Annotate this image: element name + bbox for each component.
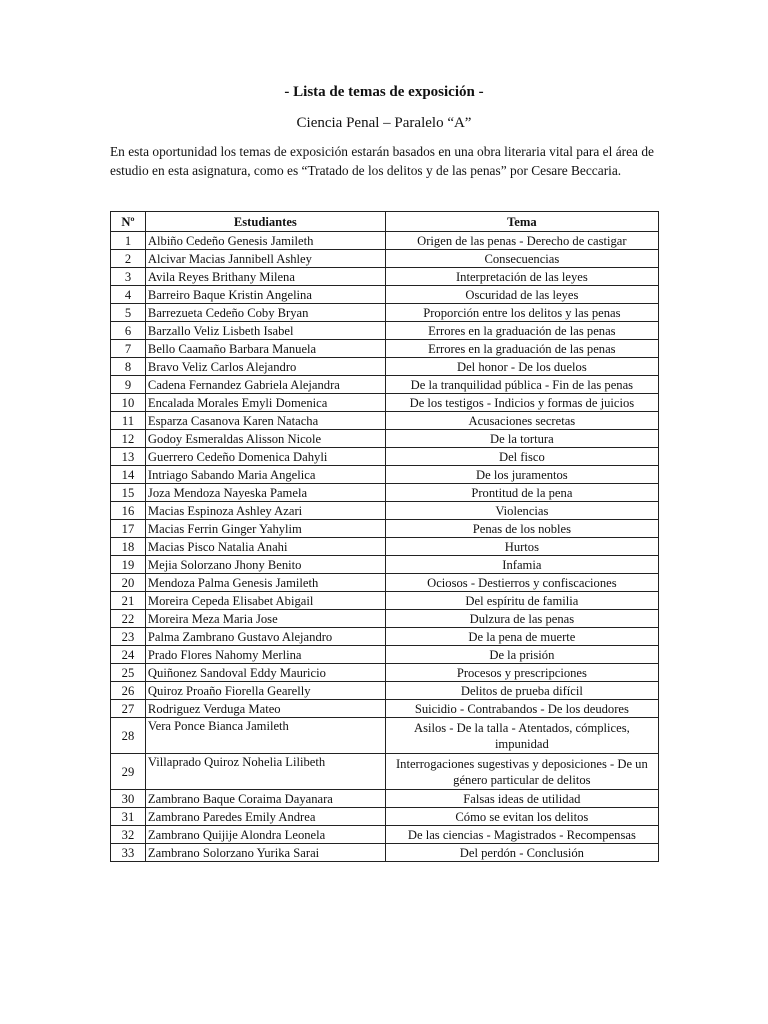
row-number: 29 [111, 754, 146, 790]
table-row [111, 304, 659, 322]
table-row [111, 754, 659, 790]
student-name: Esparza Casanova Karen Natacha [145, 412, 385, 430]
table-row [111, 430, 659, 448]
table-row [111, 466, 659, 484]
student-name: Vera Ponce Bianca Jamileth [145, 718, 385, 754]
table-row [111, 700, 659, 718]
topic: De la tortura [385, 430, 658, 448]
row-number: 10 [111, 394, 146, 412]
row-number: 21 [111, 592, 146, 610]
topic: De la prisión [385, 646, 658, 664]
document-title: - Lista de temas de exposición - [284, 84, 484, 100]
topic: Cómo se evitan los delitos [385, 808, 658, 826]
table-row [111, 682, 659, 700]
topic: Falsas ideas de utilidad [385, 790, 658, 808]
row-number: 22 [111, 610, 146, 628]
student-name: Rodriguez Verduga Mateo [145, 700, 385, 718]
topic: De la pena de muerte [385, 628, 658, 646]
table-row [111, 790, 659, 808]
topic: Violencias [385, 502, 658, 520]
table-row [111, 826, 659, 844]
table-row [111, 412, 659, 430]
student-name: Villaprado Quiroz Nohelia Lilibeth [145, 754, 385, 790]
topic: Errores en la graduación de las penas [385, 322, 658, 340]
student-name: Macias Espinoza Ashley Azari [145, 502, 385, 520]
row-number: 7 [111, 340, 146, 358]
topic: Del honor - De los duelos [385, 358, 658, 376]
row-number: 20 [111, 574, 146, 592]
topics-table [110, 211, 659, 862]
student-name: Quiroz Proaño Fiorella Gearelly [145, 682, 385, 700]
topic: Hurtos [385, 538, 658, 556]
student-name: Macias Pisco Natalia Anahi [145, 538, 385, 556]
student-name: Godoy Esmeraldas Alisson Nicole [145, 430, 385, 448]
topic: De las ciencias - Magistrados - Recompensas [385, 826, 658, 844]
topic: Consecuencias [385, 250, 658, 268]
topic: De la tranquilidad pública - Fin de las penas [385, 376, 658, 394]
row-number: 24 [111, 646, 146, 664]
row-number: 17 [111, 520, 146, 538]
student-name: Joza Mendoza Nayeska Pamela [145, 484, 385, 502]
student-name: Zambrano Solorzano Yurika Sarai [145, 844, 385, 862]
table-row [111, 448, 659, 466]
student-name: Encalada Morales Emyli Domenica [145, 394, 385, 412]
table-row [111, 718, 659, 754]
topic: Interrogaciones sugestivas y deposiciones - De un género particular de delitos [385, 754, 658, 790]
student-name: Quiñonez Sandoval Eddy Mauricio [145, 664, 385, 682]
student-name: Mendoza Palma Genesis Jamileth [145, 574, 385, 592]
table-header-row [111, 212, 659, 232]
table-row [111, 502, 659, 520]
row-number: 26 [111, 682, 146, 700]
topic: Prontitud de la pena [385, 484, 658, 502]
table-row [111, 520, 659, 538]
row-number: 4 [111, 286, 146, 304]
topic: Suicidio - Contrabandos - De los deudores [385, 700, 658, 718]
student-name: Intriago Sabando Maria Angelica [145, 466, 385, 484]
row-number: 32 [111, 826, 146, 844]
header-topic: Tema [385, 212, 658, 232]
table-row [111, 322, 659, 340]
topic: Oscuridad de las leyes [385, 286, 658, 304]
topic: Asilos - De la talla - Atentados, cómplices, impunidad [385, 718, 658, 754]
topic: Errores en la graduación de las penas [385, 340, 658, 358]
row-number: 6 [111, 322, 146, 340]
table-row [111, 592, 659, 610]
row-number: 33 [111, 844, 146, 862]
table-row [111, 610, 659, 628]
student-name: Barzallo Veliz Lisbeth Isabel [145, 322, 385, 340]
topic: Del perdón - Conclusión [385, 844, 658, 862]
student-name: Albiño Cedeño Genesis Jamileth [145, 232, 385, 250]
topic: Penas de los nobles [385, 520, 658, 538]
table-row [111, 646, 659, 664]
document-subtitle: Ciencia Penal – Paralelo “A” [296, 115, 472, 131]
row-number: 11 [111, 412, 146, 430]
header-students: Estudiantes [145, 212, 385, 232]
student-name: Macias Ferrin Ginger Yahylim [145, 520, 385, 538]
topic: Acusaciones secretas [385, 412, 658, 430]
row-number: 19 [111, 556, 146, 574]
table-row [111, 376, 659, 394]
row-number: 25 [111, 664, 146, 682]
row-number: 16 [111, 502, 146, 520]
table-row [111, 286, 659, 304]
row-number: 1 [111, 232, 146, 250]
topic: Delitos de prueba difícil [385, 682, 658, 700]
student-name: Bello Caamaño Barbara Manuela [145, 340, 385, 358]
topic: Infamia [385, 556, 658, 574]
row-number: 27 [111, 700, 146, 718]
student-name: Avila Reyes Brithany Milena [145, 268, 385, 286]
student-name: Alcivar Macias Jannibell Ashley [145, 250, 385, 268]
student-name: Prado Flores Nahomy Merlina [145, 646, 385, 664]
table-row [111, 358, 659, 376]
header-number: Nº [111, 212, 146, 232]
table-row [111, 250, 659, 268]
topic: Origen de las penas - Derecho de castigar [385, 232, 658, 250]
table-row [111, 394, 659, 412]
row-number: 18 [111, 538, 146, 556]
table-row [111, 340, 659, 358]
topic: De los juramentos [385, 466, 658, 484]
student-name: Cadena Fernandez Gabriela Alejandra [145, 376, 385, 394]
topic: Ociosos - Destierros y confiscaciones [385, 574, 658, 592]
row-number: 2 [111, 250, 146, 268]
table-row [111, 844, 659, 862]
intro-paragraph: En esta oportunidad los temas de exposición estarán basados en una obra literaria vital para el área de estudio en esta asignatura, como es “Tratado de los delitos y de las penas” por Cesare Beccaria. [110, 144, 654, 178]
student-name: Zambrano Baque Coraima Dayanara [145, 790, 385, 808]
table-row [111, 538, 659, 556]
topic: Del espíritu de familia [385, 592, 658, 610]
student-name: Zambrano Quijije Alondra Leonela [145, 826, 385, 844]
row-number: 15 [111, 484, 146, 502]
row-number: 28 [111, 718, 146, 754]
student-name: Bravo Veliz Carlos Alejandro [145, 358, 385, 376]
row-number: 14 [111, 466, 146, 484]
row-number: 23 [111, 628, 146, 646]
student-name: Barreiro Baque Kristin Angelina [145, 286, 385, 304]
topic: Interpretación de las leyes [385, 268, 658, 286]
table-row [111, 628, 659, 646]
topic: Procesos y prescripciones [385, 664, 658, 682]
row-number: 5 [111, 304, 146, 322]
table-row [111, 232, 659, 250]
table-row [111, 268, 659, 286]
row-number: 30 [111, 790, 146, 808]
row-number: 9 [111, 376, 146, 394]
student-name: Palma Zambrano Gustavo Alejandro [145, 628, 385, 646]
student-name: Moreira Cepeda Elisabet Abigail [145, 592, 385, 610]
student-name: Moreira Meza Maria Jose [145, 610, 385, 628]
row-number: 8 [111, 358, 146, 376]
table-row [111, 664, 659, 682]
table-row [111, 574, 659, 592]
table-row [111, 484, 659, 502]
student-name: Guerrero Cedeño Domenica Dahyli [145, 448, 385, 466]
row-number: 3 [111, 268, 146, 286]
student-name: Zambrano Paredes Emily Andrea [145, 808, 385, 826]
topic: Proporción entre los delitos y las penas [385, 304, 658, 322]
row-number: 31 [111, 808, 146, 826]
row-number: 13 [111, 448, 146, 466]
row-number: 12 [111, 430, 146, 448]
student-name: Barrezueta Cedeño Coby Bryan [145, 304, 385, 322]
topic: Dulzura de las penas [385, 610, 658, 628]
topic: Del fisco [385, 448, 658, 466]
table-row [111, 808, 659, 826]
topic: De los testigos - Indicios y formas de juicios [385, 394, 658, 412]
table-row [111, 556, 659, 574]
student-name: Mejia Solorzano Jhony Benito [145, 556, 385, 574]
